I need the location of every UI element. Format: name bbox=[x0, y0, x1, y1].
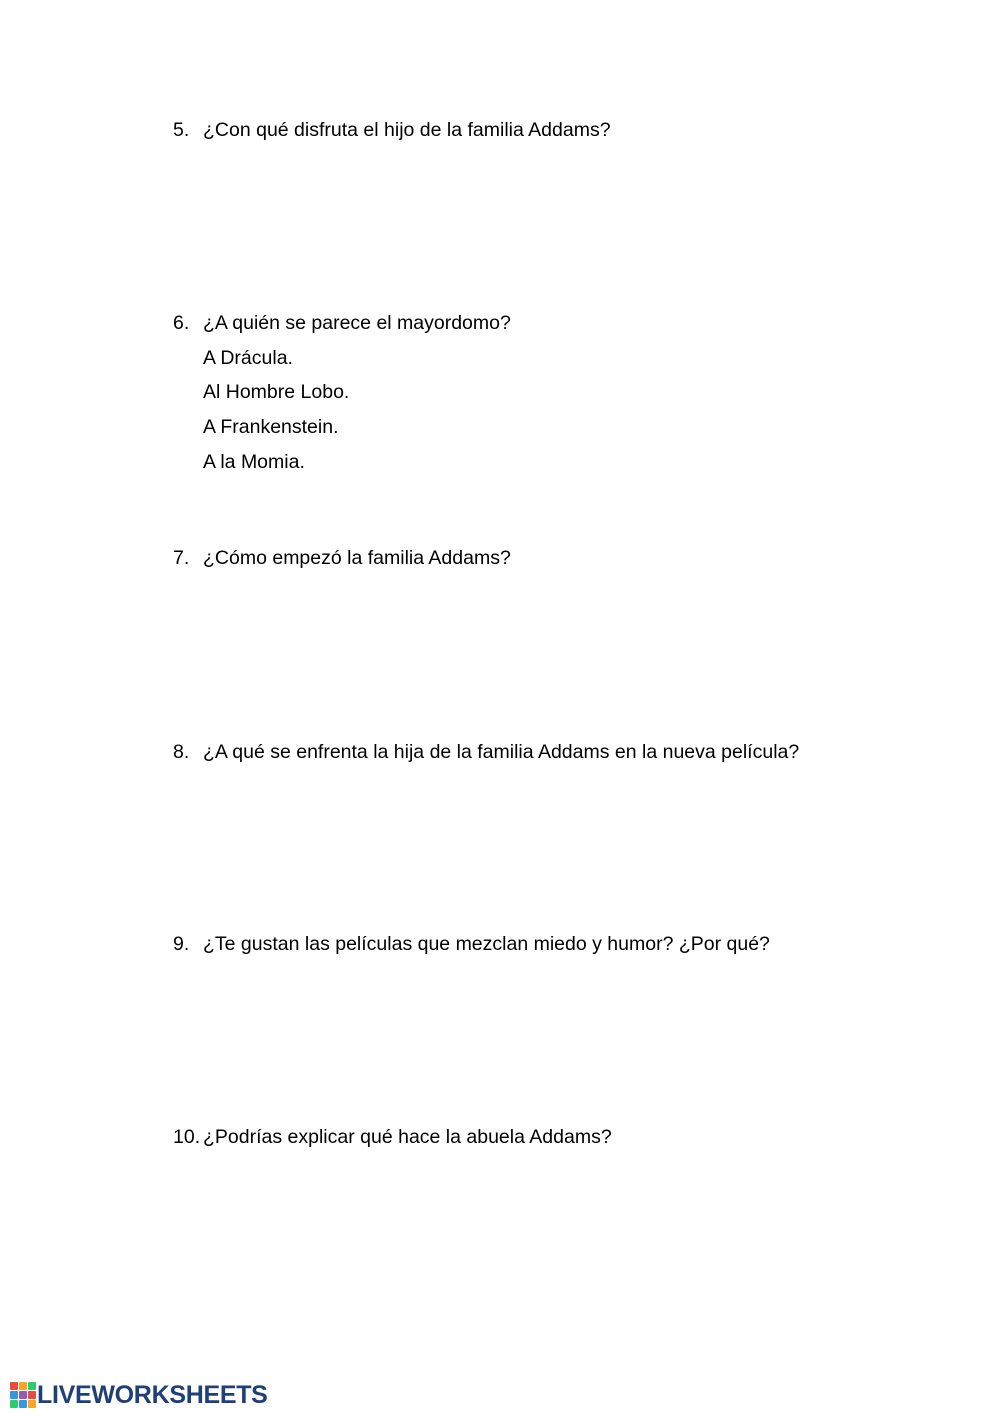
question-number: 7. bbox=[173, 547, 190, 569]
option-3: A Frankenstein. bbox=[203, 416, 339, 438]
liveworksheets-logo bbox=[10, 1381, 268, 1409]
question-number: 6. bbox=[173, 312, 190, 334]
question-5 bbox=[173, 118, 611, 142]
question-8 bbox=[173, 740, 799, 764]
question-number: 8. bbox=[173, 741, 190, 763]
question-number: 5. bbox=[173, 119, 190, 141]
question-text: ¿A quién se parece el mayordomo? bbox=[203, 312, 511, 334]
question-text: ¿Con qué disfruta el hijo de la familia Addams? bbox=[203, 119, 611, 141]
question-10 bbox=[173, 1125, 612, 1149]
option-4: A la Momia. bbox=[203, 451, 305, 473]
question-number: 10. bbox=[173, 1126, 201, 1148]
question-text: ¿Podrías explicar qué hace la abuela Addams? bbox=[203, 1126, 612, 1148]
question-7 bbox=[173, 546, 511, 570]
option-1: A Drácula. bbox=[203, 347, 293, 369]
question-text: ¿A qué se enfrenta la hija de la familia Addams en la nueva película? bbox=[203, 741, 800, 763]
question-text: ¿Te gustan las películas que mezclan miedo y humor? ¿Por qué? bbox=[203, 933, 770, 955]
blocks-icon bbox=[10, 1382, 36, 1408]
question-number: 9. bbox=[173, 933, 190, 955]
question-text: ¿Cómo empezó la familia Addams? bbox=[203, 547, 511, 569]
brand-name: LIVEWORKSHEETS bbox=[37, 1381, 268, 1409]
question-9 bbox=[173, 932, 770, 956]
question-6 bbox=[173, 311, 511, 335]
option-2: Al Hombre Lobo. bbox=[203, 381, 350, 403]
